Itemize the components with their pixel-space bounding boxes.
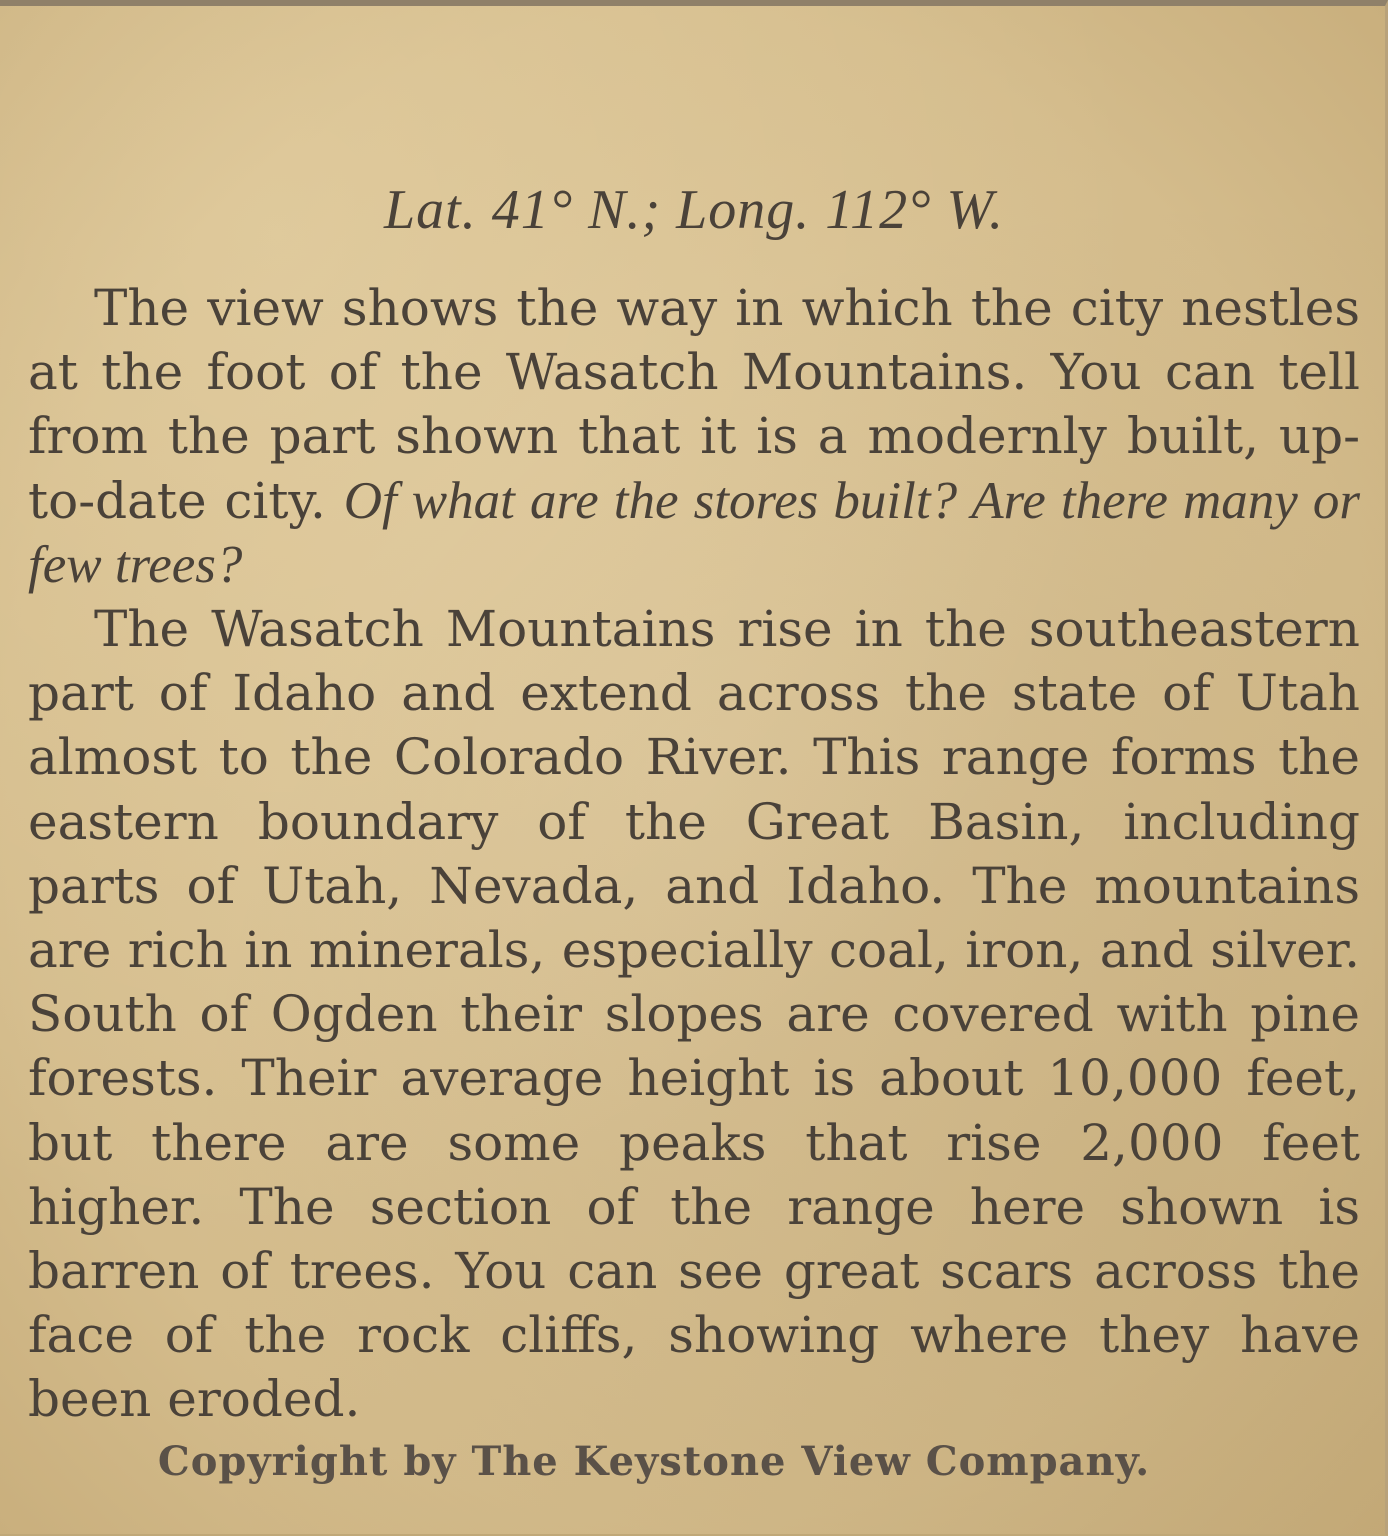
description-text xyxy=(28,276,1360,1432)
paragraph-view-questions: Of what are the stores built? Are there many or few trees? xyxy=(28,471,1360,594)
paragraph-wasatch-mountains: The Wasatch Mountains rise in the southeastern part of Idaho and extend across the state of Utah almost to the Colorado River. This range forms the eastern boundary of the Great Basin, including parts of Utah, Nevada, and Idaho. The mountains are rich in minerals, especially coal, iron, and silver. South of Ogden their slopes are covered with pine forests. Their average height is about 10,000 feet, but there are some peaks that rise 2,000 feet higher. The section of the range here shown is barren of trees. You can see great scars across the face of the rock cliffs, showing where they have been eroded. xyxy=(28,600,1360,1429)
paragraph-view xyxy=(28,276,1360,597)
copyright-line: Copyright by The Keystone View Company. xyxy=(157,1438,1151,1485)
coordinates-heading: Lat. 41° N.; Long. 112° W. xyxy=(384,179,1004,241)
paragraph-view-text: The view shows the way in which the city nestles at the foot of the Wasatch Mountains. You can tell from the part shown that it is a modernly built, up-to-date city. xyxy=(28,279,1360,530)
